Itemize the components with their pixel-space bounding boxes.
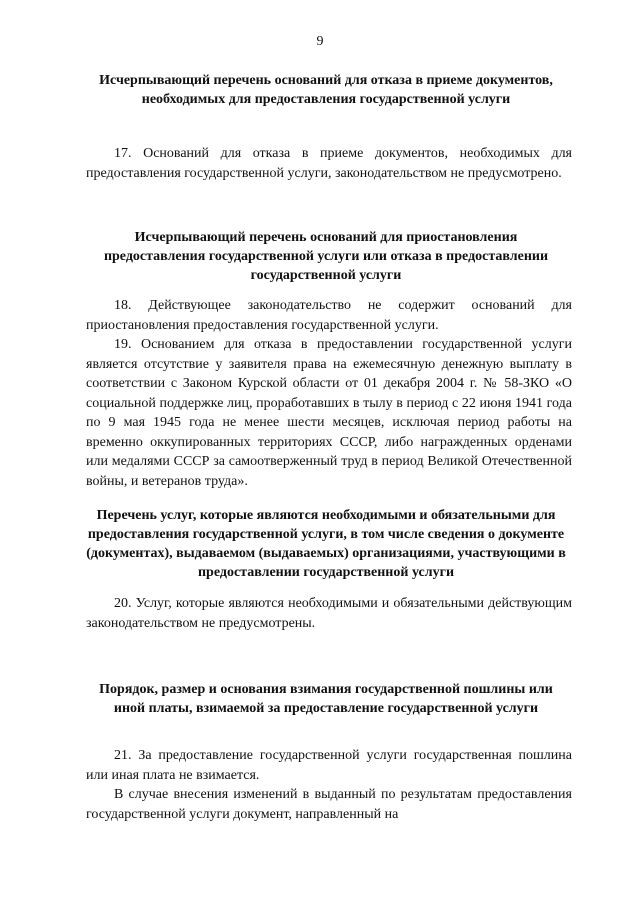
paragraph-21: 21. За предоставление государственной услуги государственная пошлина или иная плата не взимается. bbox=[86, 748, 572, 783]
section-heading-necessary-services: Перечень услуг, которые являются необходимыми и обязательными для предоставления государственной услуги, в том числе сведения о документе (документах), выдаваемом (выдаваемых) организациями, участвующими в предоставлении государственной услуги bbox=[86, 508, 566, 580]
page-number: 9 bbox=[316, 34, 324, 49]
paragraph-17: 17. Оснований для отказа в приеме документов, необходимых для предоставления государственной услуги, законодательством не предусмотрено. bbox=[86, 146, 572, 181]
section-heading-suspension-refusal: Исчерпывающий перечень оснований для приостановления предоставления государственной услуги или отказа в предоставлении государственной услуги bbox=[103, 230, 549, 283]
section-heading-state-fee: Порядок, размер и основания взимания государственной пошлины или иной платы, взимаемой за предоставление государственной услуги bbox=[99, 682, 553, 716]
paragraph-21-continuation: В случае внесения изменений в выданный по результатам предоставления государственной услуги документ, направленный на bbox=[86, 787, 572, 822]
paragraph-20: 20. Услуг, которые являются необходимыми и обязательными действующим законодательством не предусмотрены. bbox=[86, 596, 572, 631]
paragraph-18: 18. Действующее законодательство не содержит оснований для приостановления предоставления государственной услуги. bbox=[86, 298, 572, 333]
section-heading-refusal-acceptance: Исчерпывающий перечень оснований для отказа в приеме документов, необходимых для предоставления государственной услуги bbox=[99, 73, 553, 107]
paragraph-19: 19. Основанием для отказа в предоставлении государственной услуги является отсутствие у заявителя права на ежемесячную денежную выплату в соответствии с Законом Курской области от 01 декабря 2004 г. № 58-ЗКО «О социальной поддержке лиц, проработавших в тылу в период с 22 июня 1941 года по 9 мая 1945 года не менее шести месяцев, исключая период работы на временно оккупированных территориях СССР, либо награжденных орденами или медалями СССР за самоотверженный труд в период Великой Отечественной войны, и ветеранов труда». bbox=[86, 337, 572, 489]
